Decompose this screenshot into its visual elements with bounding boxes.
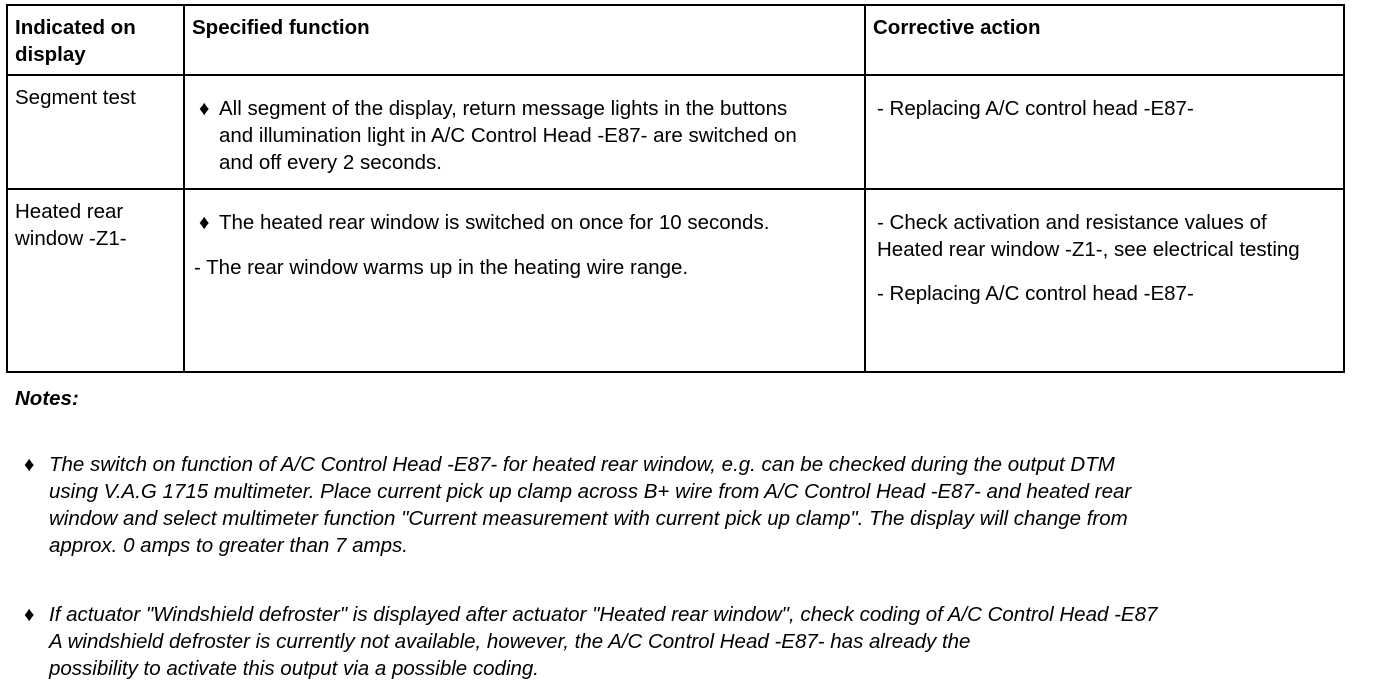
function-bullet-text: All segment of the display, return message lights in the buttons and illumination light in A/C Control Head -E87- are switched on and off every 2 seconds.	[219, 97, 797, 174]
notes-title: Notes:	[15, 387, 79, 410]
table-header-row	[7, 5, 1344, 75]
header-function	[184, 5, 865, 75]
header-function-label: Specified function	[192, 16, 370, 39]
function-table	[6, 4, 1345, 373]
cell-indicated	[7, 189, 184, 372]
table-row	[7, 189, 1344, 372]
header-action	[865, 5, 1344, 75]
header-indicated	[7, 5, 184, 75]
indicated-text: Segment test	[15, 86, 136, 109]
cell-function	[184, 75, 865, 189]
cell-function	[184, 189, 865, 372]
function-bullet	[199, 95, 864, 176]
table-row	[7, 75, 1344, 189]
action-text: - Check activation and resistance values of Heated rear window -Z1-, see electrical testing	[877, 211, 1300, 261]
cell-action	[865, 75, 1344, 189]
note-text: If actuator "Windshield defroster" is displayed after actuator "Heated rear window", check coding of A/C Control Head -E87 A windshield defroster is currently not available, however, the A/C Control Head -E87- has already the possibility to activate this output via a possible coding.	[49, 603, 1158, 680]
diamond-bullet-icon: ♦	[199, 211, 210, 234]
diamond-bullet-icon: ♦	[199, 97, 210, 120]
diamond-bullet-icon: ♦	[24, 603, 35, 626]
action-text: - Replacing A/C control head -E87-	[877, 282, 1194, 305]
cell-action	[865, 189, 1344, 372]
header-action-label: Corrective action	[873, 16, 1041, 39]
diamond-bullet-icon: ♦	[24, 453, 35, 476]
function-dash-text: - The rear window warms up in the heating wire range.	[194, 256, 689, 279]
note-text: The switch on function of A/C Control Head -E87- for heated rear window, e.g. can be checked during the output DTM using V.A.G 1715 multimeter. Place current pick up clamp across B+ wire from A/C Control Head -E87- and heated rear window and select multimeter function "Current measurement with current pick up clamp". The display will change from approx. 0 amps to greater than 7 amps.	[49, 453, 1132, 557]
note-item	[24, 601, 1369, 682]
header-indicated-label: Indicated on display	[15, 16, 136, 66]
indicated-text: Heated rear window -Z1-	[15, 200, 127, 250]
function-bullet	[199, 209, 864, 236]
cell-indicated	[7, 75, 184, 189]
note-item	[24, 451, 1369, 559]
function-bullet-text: The heated rear window is switched on once for 10 seconds.	[219, 211, 770, 234]
action-text: - Replacing A/C control head -E87-	[877, 97, 1194, 120]
